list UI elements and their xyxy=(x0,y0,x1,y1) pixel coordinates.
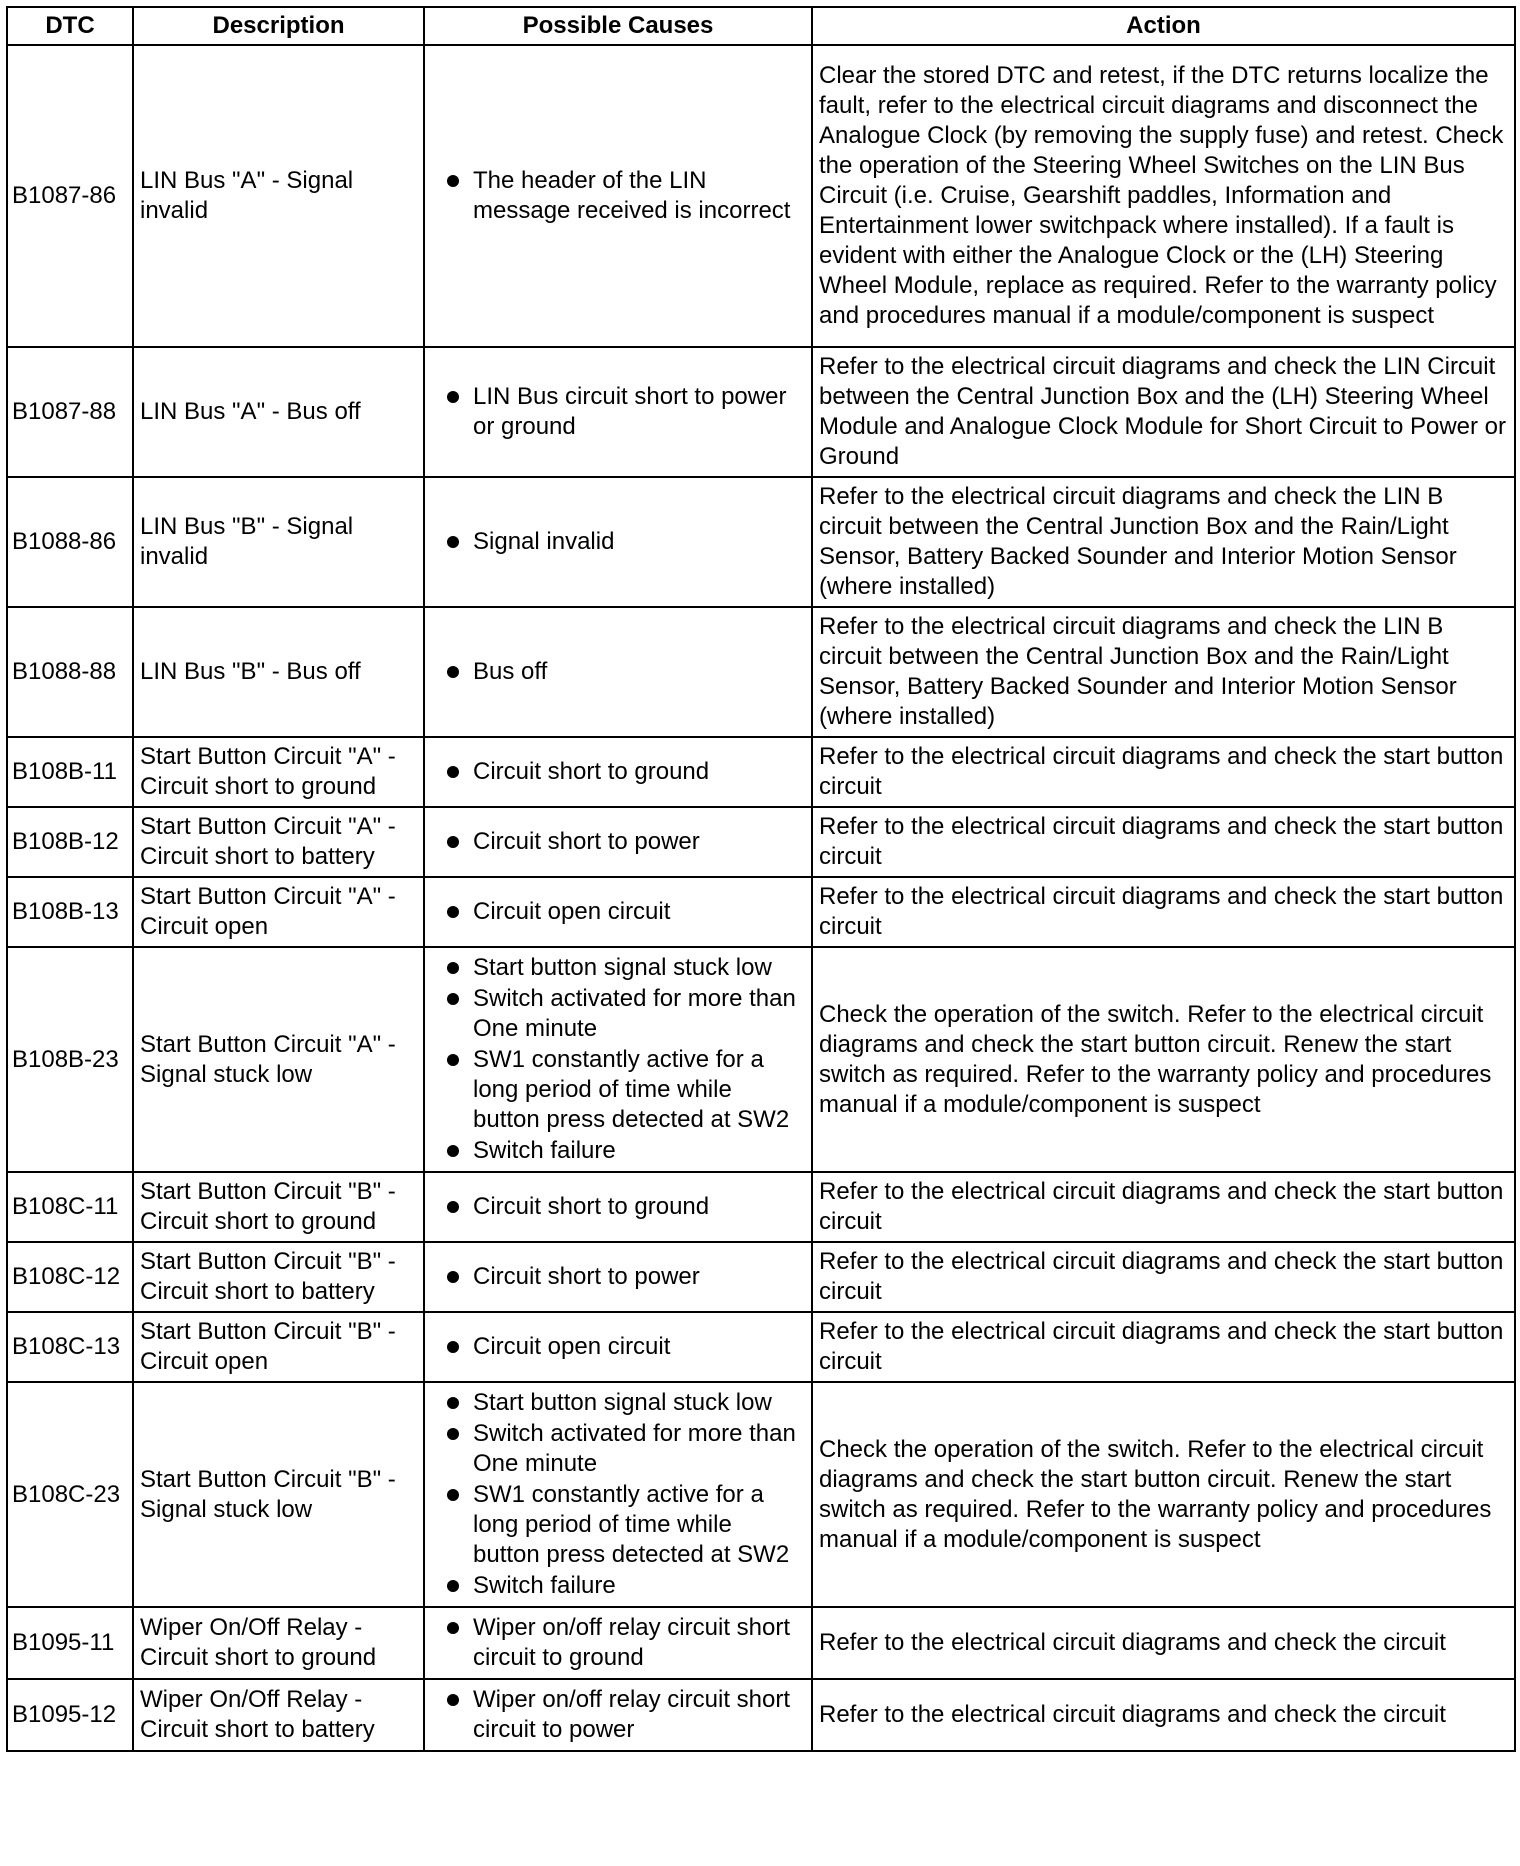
dtc-code: B1087-86 xyxy=(7,45,133,347)
possible-cause-item: Wiper on/off relay circuit short circuit to ground xyxy=(431,1613,805,1673)
possible-causes-cell xyxy=(424,1607,812,1679)
table-row xyxy=(7,807,1515,877)
table-body xyxy=(7,45,1515,1751)
dtc-action: Refer to the electrical circuit diagrams and check the start button circuit xyxy=(812,877,1515,947)
table-row xyxy=(7,877,1515,947)
table-header xyxy=(7,7,1515,45)
possible-cause-item: Bus off xyxy=(431,657,805,687)
dtc-code: B108C-23 xyxy=(7,1382,133,1607)
dtc-action: Refer to the electrical circuit diagrams and check the LIN Circuit between the Central Junction Box and the (LH) Steering Wheel Module and Analogue Clock Module for Short Circuit to Power or Ground xyxy=(812,347,1515,477)
dtc-code: B108B-11 xyxy=(7,737,133,807)
possible-causes-cell xyxy=(424,737,812,807)
dtc-code: B1088-88 xyxy=(7,607,133,737)
possible-cause-item: SW1 constantly active for a long period of time while button press detected at SW2 xyxy=(431,1045,805,1135)
possible-causes-list xyxy=(431,1262,805,1292)
dtc-code: B108B-13 xyxy=(7,877,133,947)
possible-causes-list xyxy=(431,1685,805,1745)
header-description: Description xyxy=(133,7,424,45)
table-row xyxy=(7,347,1515,477)
table-row xyxy=(7,1679,1515,1751)
possible-causes-cell xyxy=(424,1679,812,1751)
dtc-code: B108C-13 xyxy=(7,1312,133,1382)
possible-causes-cell xyxy=(424,477,812,607)
dtc-action: Check the operation of the switch. Refer to the electrical circuit diagrams and check the start button circuit. Renew the start switch as required. Refer to the warranty policy and procedures manual if a module/component is suspect xyxy=(812,947,1515,1172)
dtc-code: B1088-86 xyxy=(7,477,133,607)
possible-causes-list xyxy=(431,382,805,442)
dtc-description: Start Button Circuit "B" - Circuit open xyxy=(133,1312,424,1382)
dtc-code: B108B-23 xyxy=(7,947,133,1172)
possible-cause-item: Switch failure xyxy=(431,1571,805,1601)
possible-cause-item: Switch failure xyxy=(431,1136,805,1166)
possible-causes-cell xyxy=(424,807,812,877)
dtc-description: Start Button Circuit "A" - Signal stuck low xyxy=(133,947,424,1172)
dtc-action: Refer to the electrical circuit diagrams and check the start button circuit xyxy=(812,737,1515,807)
possible-causes-list xyxy=(431,1388,805,1601)
possible-causes-cell xyxy=(424,1172,812,1242)
table-row xyxy=(7,607,1515,737)
possible-cause-item: Circuit short to power xyxy=(431,1262,805,1292)
dtc-code: B108C-11 xyxy=(7,1172,133,1242)
header-dtc: DTC xyxy=(7,7,133,45)
header-row xyxy=(7,7,1515,45)
table-row xyxy=(7,1382,1515,1607)
dtc-description: LIN Bus "A" - Signal invalid xyxy=(133,45,424,347)
header-action: Action xyxy=(812,7,1515,45)
possible-cause-item: Signal invalid xyxy=(431,527,805,557)
dtc-code: B108B-12 xyxy=(7,807,133,877)
possible-causes-list xyxy=(431,166,805,226)
possible-cause-item: Circuit open circuit xyxy=(431,1332,805,1362)
header-possible-causes: Possible Causes xyxy=(424,7,812,45)
possible-cause-item: Start button signal stuck low xyxy=(431,953,805,983)
possible-cause-item: SW1 constantly active for a long period of time while button press detected at SW2 xyxy=(431,1480,805,1570)
dtc-action: Refer to the electrical circuit diagrams and check the start button circuit xyxy=(812,1172,1515,1242)
dtc-code: B1095-11 xyxy=(7,1607,133,1679)
dtc-action: Refer to the electrical circuit diagrams and check the LIN B circuit between the Central Junction Box and the Rain/Light Sensor, Battery Backed Sounder and Interior Motion Sensor (where installed) xyxy=(812,477,1515,607)
possible-causes-list xyxy=(431,827,805,857)
dtc-description: Start Button Circuit "A" - Circuit open xyxy=(133,877,424,947)
possible-causes-cell xyxy=(424,947,812,1172)
possible-causes-cell xyxy=(424,347,812,477)
possible-cause-item: Circuit open circuit xyxy=(431,897,805,927)
possible-causes-cell xyxy=(424,1312,812,1382)
dtc-description: Start Button Circuit "B" - Signal stuck low xyxy=(133,1382,424,1607)
possible-cause-item: Start button signal stuck low xyxy=(431,1388,805,1418)
dtc-action: Check the operation of the switch. Refer to the electrical circuit diagrams and check the start button circuit. Renew the start switch as required. Refer to the warranty policy and procedures manual if a module/component is suspect xyxy=(812,1382,1515,1607)
dtc-action: Refer to the electrical circuit diagrams and check the LIN B circuit between the Central Junction Box and the Rain/Light Sensor, Battery Backed Sounder and Interior Motion Sensor (where installed) xyxy=(812,607,1515,737)
possible-cause-item: Switch activated for more than One minute xyxy=(431,984,805,1044)
dtc-description: Start Button Circuit "B" - Circuit short to ground xyxy=(133,1172,424,1242)
possible-cause-item: Circuit short to power xyxy=(431,827,805,857)
possible-causes-cell xyxy=(424,45,812,347)
dtc-description: Start Button Circuit "A" - Circuit short to battery xyxy=(133,807,424,877)
dtc-description: Wiper On/Off Relay - Circuit short to ground xyxy=(133,1607,424,1679)
dtc-action: Refer to the electrical circuit diagrams and check the circuit xyxy=(812,1679,1515,1751)
dtc-action: Refer to the electrical circuit diagrams and check the start button circuit xyxy=(812,1242,1515,1312)
dtc-description: Start Button Circuit "A" - Circuit short to ground xyxy=(133,737,424,807)
table-row xyxy=(7,45,1515,347)
table-row xyxy=(7,1172,1515,1242)
possible-causes-cell xyxy=(424,607,812,737)
possible-cause-item: Switch activated for more than One minute xyxy=(431,1419,805,1479)
possible-causes-list xyxy=(431,657,805,687)
possible-cause-item: LIN Bus circuit short to power or ground xyxy=(431,382,805,442)
dtc-code: B108C-12 xyxy=(7,1242,133,1312)
dtc-description: LIN Bus "B" - Signal invalid xyxy=(133,477,424,607)
dtc-table-container xyxy=(6,6,1514,1752)
dtc-table xyxy=(6,6,1516,1752)
possible-causes-list xyxy=(431,1613,805,1673)
dtc-action: Refer to the electrical circuit diagrams and check the circuit xyxy=(812,1607,1515,1679)
dtc-description: LIN Bus "B" - Bus off xyxy=(133,607,424,737)
possible-cause-item: Wiper on/off relay circuit short circuit to power xyxy=(431,1685,805,1745)
table-row xyxy=(7,1312,1515,1382)
table-row xyxy=(7,477,1515,607)
possible-cause-item: Circuit short to ground xyxy=(431,1192,805,1222)
dtc-description: LIN Bus "A" - Bus off xyxy=(133,347,424,477)
table-row xyxy=(7,1242,1515,1312)
table-row xyxy=(7,737,1515,807)
possible-causes-cell xyxy=(424,1242,812,1312)
possible-causes-cell xyxy=(424,877,812,947)
dtc-description: Wiper On/Off Relay - Circuit short to battery xyxy=(133,1679,424,1751)
dtc-action: Refer to the electrical circuit diagrams and check the start button circuit xyxy=(812,807,1515,877)
possible-causes-cell xyxy=(424,1382,812,1607)
possible-causes-list xyxy=(431,1192,805,1222)
possible-causes-list xyxy=(431,953,805,1166)
dtc-code: B1095-12 xyxy=(7,1679,133,1751)
possible-cause-item: Circuit short to ground xyxy=(431,757,805,787)
possible-causes-list xyxy=(431,1332,805,1362)
dtc-action: Refer to the electrical circuit diagrams and check the start button circuit xyxy=(812,1312,1515,1382)
table-row xyxy=(7,1607,1515,1679)
possible-causes-list xyxy=(431,897,805,927)
possible-causes-list xyxy=(431,527,805,557)
dtc-description: Start Button Circuit "B" - Circuit short to battery xyxy=(133,1242,424,1312)
dtc-action: Clear the stored DTC and retest, if the DTC returns localize the fault, refer to the electrical circuit diagrams and disconnect the Analogue Clock (by removing the supply fuse) and retest. Check the operation of the Steering Wheel Switches on the LIN Bus Circuit (i.e. Cruise, Gearshift paddles, Information and Entertainment lower switchpack where installed). If a fault is evident with either the Analogue Clock or the (LH) Steering Wheel Module, replace as required. Refer to the warranty policy and procedures manual if a module/component is suspect xyxy=(812,45,1515,347)
table-row xyxy=(7,947,1515,1172)
possible-cause-item: The header of the LIN message received is incorrect xyxy=(431,166,805,226)
dtc-code: B1087-88 xyxy=(7,347,133,477)
possible-causes-list xyxy=(431,757,805,787)
